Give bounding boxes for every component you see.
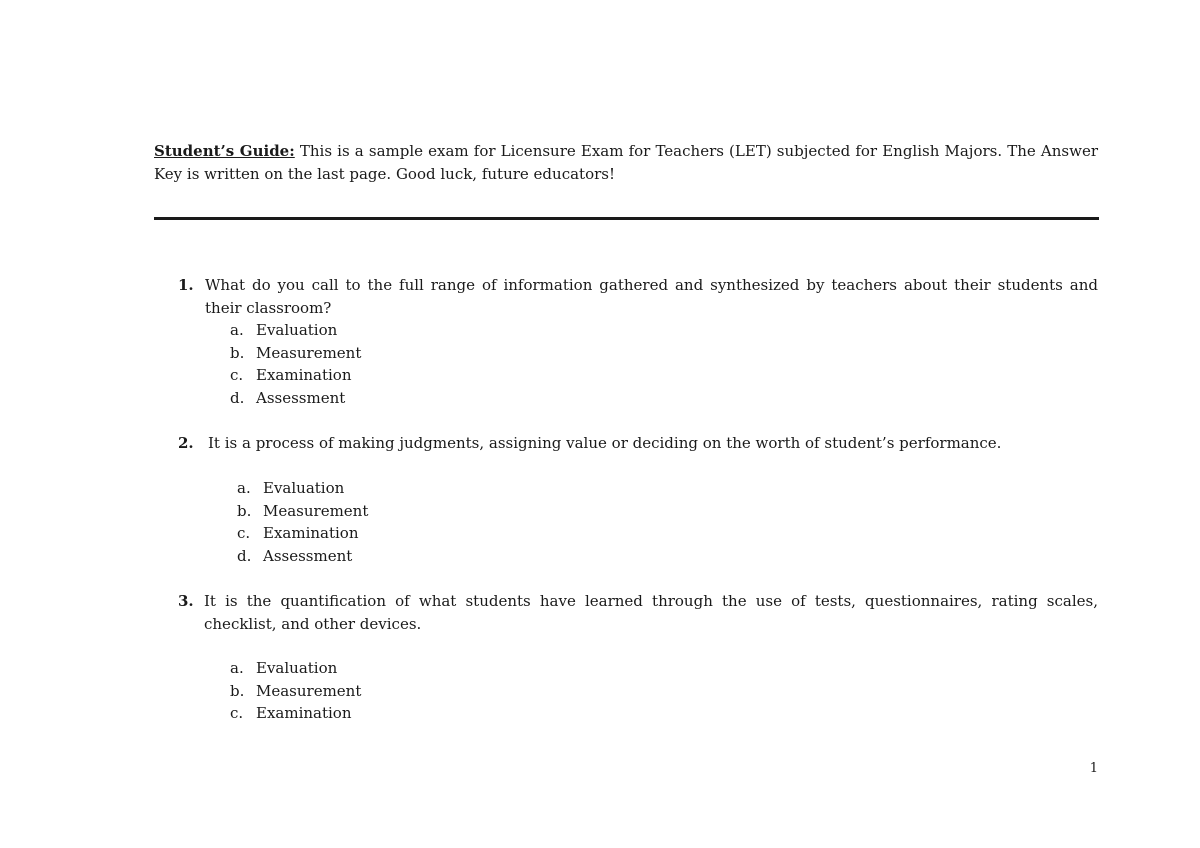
choice-letter: a. — [230, 659, 244, 677]
choice-item — [237, 477, 368, 500]
choice-item — [230, 657, 361, 680]
question-1 — [178, 274, 1098, 320]
choice-letter: b. — [230, 681, 245, 700]
choice-item — [230, 319, 361, 342]
choice-text: Measurement — [256, 681, 362, 700]
choice-letter: c. — [230, 366, 244, 385]
choice-item — [230, 702, 361, 725]
choice-item — [230, 364, 361, 387]
choice-text: Examination — [263, 524, 359, 543]
choice-letter: c. — [230, 704, 244, 723]
choice-text: Measurement — [263, 501, 369, 520]
choice-item — [230, 680, 361, 703]
choice-text: Examination — [256, 704, 352, 723]
students-guide-text: This is a sample exam for Licensure Exam for Teachers (LET) subjected for English Majors. The Answer Key is written on the last page. Good luck, future educators! — [154, 142, 1098, 183]
choice-item — [237, 545, 368, 568]
question-text: It is the quantification of what students have learned through the use of tests, questionnaires, rating scales, checklist, and other devices. — [204, 592, 1098, 633]
horizontal-divider — [154, 217, 1099, 220]
question-number: 1. — [178, 276, 194, 294]
choice-letter: a. — [237, 479, 251, 497]
choice-letter: a. — [230, 321, 244, 339]
choice-text: Assessment — [256, 389, 346, 408]
question-2-choices — [237, 477, 368, 568]
choice-text: Evaluation — [256, 659, 338, 677]
question-number: 2. — [178, 434, 194, 452]
question-1-choices — [230, 319, 361, 410]
choice-item — [230, 387, 361, 410]
page-number: 1 — [1089, 761, 1098, 776]
choice-item — [237, 500, 368, 523]
choice-letter: c. — [237, 524, 251, 543]
question-text: What do you call to the full range of information gathered and synthesized by teachers about their students and their classroom? — [205, 276, 1098, 317]
question-text: It is a process of making judgments, assigning value or deciding on the worth of student’s performance. — [208, 434, 1002, 452]
choice-letter: b. — [237, 501, 252, 520]
question-number: 3. — [178, 592, 194, 610]
question-3 — [178, 590, 1098, 636]
students-guide-label: Student’s Guide: — [154, 142, 295, 160]
choice-text: Assessment — [263, 547, 353, 566]
choice-letter: d. — [237, 547, 252, 566]
choice-item — [237, 522, 368, 545]
choice-item — [230, 342, 361, 365]
choice-text: Evaluation — [256, 321, 338, 339]
choice-text: Evaluation — [263, 479, 345, 497]
question-2 — [178, 432, 1098, 455]
students-guide — [154, 140, 1098, 186]
choice-letter: b. — [230, 343, 245, 362]
choice-text: Measurement — [256, 343, 362, 362]
question-3-choices — [230, 657, 361, 725]
choice-letter: d. — [230, 389, 245, 408]
choice-text: Examination — [256, 366, 352, 385]
